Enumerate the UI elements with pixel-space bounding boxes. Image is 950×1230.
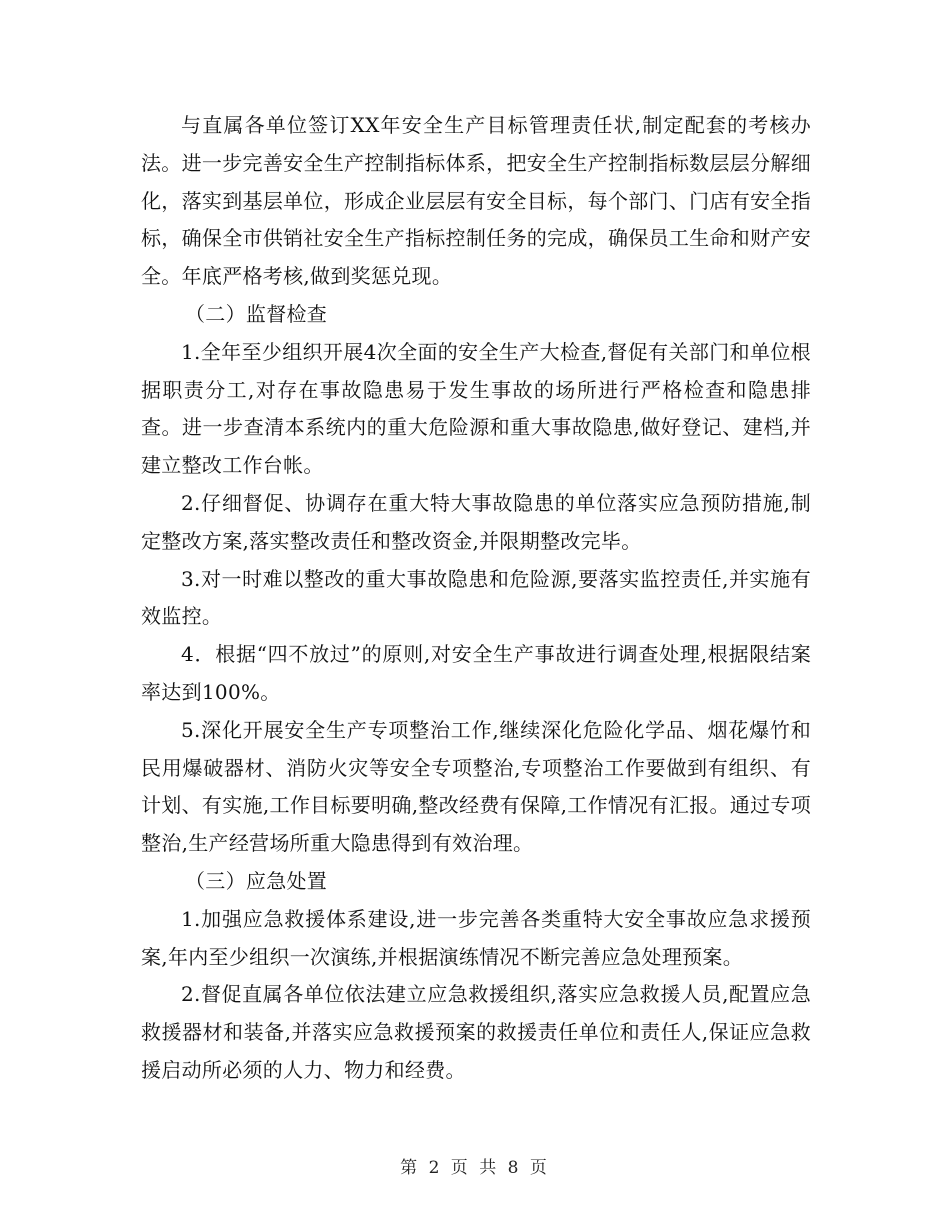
paragraph-target-responsibility: 与直属各单位签订XX年安全生产目标管理责任状,制定配套的考核办法。进一步完善安全生产控制指标体系，把安全生产控制指标数层层分解细化，落实到基层单位，形成企业层层有安全目标，每个部门、门店有安全指标，确保全市供销社安全生产指标控制任务的完成，确保员工生命和财产安全。年底严格考核,做到奖惩兑现。 (141, 113, 811, 289)
paragraph-item-3-monitoring: 3.对一时难以整改的重大事故隐患和危险源,要落实监控责任,并实施有效监控。 (141, 566, 811, 629)
paragraph-emergency-item-1: 1.加强应急救援体系建设,进一步完善各类重特大安全事故应急求援预案,年内至少组织一次演练,并根据演练情况不断完善应急处理预案。 (141, 906, 811, 969)
paragraph-item-1-inspection: 1.全年至少组织开展4次全面的安全生产大检查,督促有关部门和单位根据职责分工,对存在事故隐患易于发生事故的场所进行严格检查和隐患排查。进一步查清本系统内的重大危险源和重大事故隐患,做好登记、建档,并建立整改工作台帐。 (141, 339, 811, 478)
section-heading-emergency: （三）应急处置 (185, 868, 328, 893)
section-heading-supervision: （二）监督检查 (185, 301, 328, 326)
page-number-footer: 第 2 页 共 8 页 (400, 1158, 550, 1178)
document-body (141, 107, 811, 1090)
paragraph-item-5-special-rectification: 5.深化开展安全生产专项整治工作,继续深化危险化学品、烟花爆竹和民用爆破器材、消防火灾等安全专项整治,专项整治工作要做到有组织、有计划、有实施,工作目标要明确,整改经费有保障,工作情况有汇报。通过专项整治,生产经营场所重大隐患得到有效治理。 (141, 717, 811, 856)
paragraph-emergency-item-2: 2.督促直属各单位依法建立应急救援组织,落实应急救援人员,配置应急救援器材和装备,并落实应急救援预案的救援责任单位和责任人,保证应急救援启动所必须的人力、物力和经费。 (141, 982, 811, 1082)
paragraph-item-2-rectification: 2.仔细督促、协调存在重大特大事故隐患的单位落实应急预防措施,制定整改方案,落实整改责任和整改资金,并限期整改完毕。 (141, 490, 811, 553)
paragraph-item-4-investigation: 4．根据“四不放过”的原则,对安全生产事故进行调查处理,根据限结案率达到100%。 (141, 642, 811, 704)
